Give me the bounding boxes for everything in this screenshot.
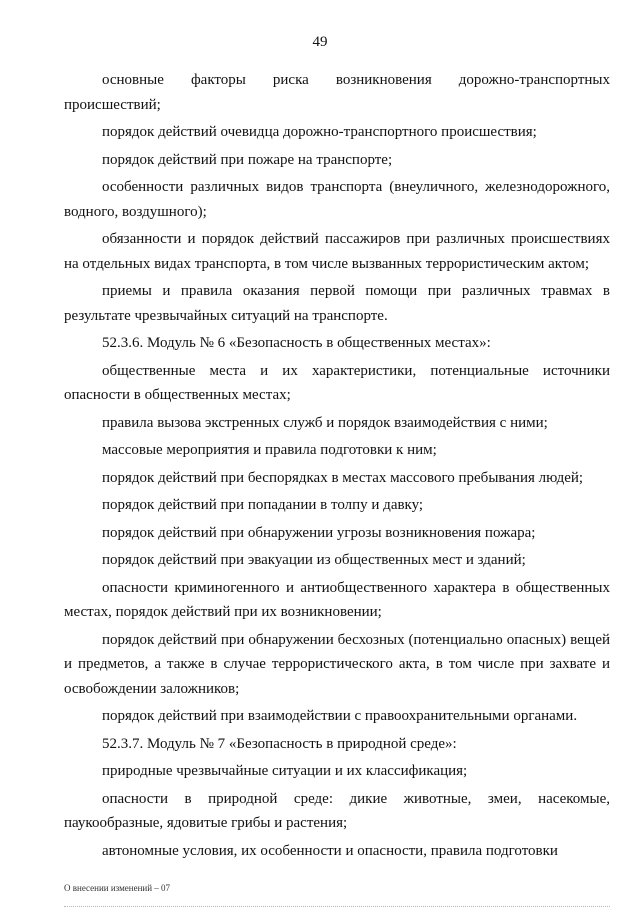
paragraph: массовые мероприятия и правила подготовки к ним; xyxy=(102,442,437,458)
footer-note: О внесении изменений – 07 xyxy=(64,883,171,893)
paragraph: порядок действий при взаимодействии с правоохранительными органами. xyxy=(102,708,578,724)
page-number: 49 xyxy=(312,34,328,50)
paragraph: особенности различных видов транспорта (внеуличного, железнодорожного, водного, воздушного); xyxy=(64,179,610,220)
document-body xyxy=(64,68,610,863)
paragraph: общественные места и их характеристики, потенциальные источники опасности в общественных местах; xyxy=(64,362,610,403)
paragraph: обязанности и порядок действий пассажиров при различных происшествиях на отдельных видах транспорта, в том числе вызванных террористическим актом; xyxy=(64,231,610,272)
paragraph: опасности криминогенного и антиобщественного характера в общественных местах, порядок действий при их возникновении; xyxy=(64,579,610,620)
paragraph: основные факторы риска возникновения дорожно-транспортных происшествий; xyxy=(64,72,610,113)
paragraph: опасности в природной среде: дикие животные, змеи, насекомые, паукообразные, ядовитые грибы и растения; xyxy=(64,790,610,831)
section-heading: 52.3.6. Модуль № 6 «Безопасность в общественных местах»: xyxy=(102,335,491,351)
paragraph: порядок действий при пожаре на транспорте; xyxy=(102,151,393,168)
paragraph: автономные условия, их особенности и опасности, правила подготовки xyxy=(102,842,558,859)
paragraph: приемы и правила оказания первой помощи при различных травмах в результате чрезвычайных ситуаций на транспорте. xyxy=(64,283,610,324)
paragraph: природные чрезвычайные ситуации и их классификация; xyxy=(102,763,468,779)
paragraph: порядок действий при эвакуации из общественных мест и зданий; xyxy=(102,552,526,568)
paragraph: порядок действий при обнаружении бесхозных (потенциально опасных) вещей и предметов, а также в случае террористического акта, в том числе при захвате и освобождении заложников; xyxy=(64,631,610,697)
paragraph: порядок действий при беспорядках в местах массового пребывания людей; xyxy=(102,469,584,486)
paragraph: порядок действий при обнаружении угрозы возникновения пожара; xyxy=(102,524,536,541)
section-heading: 52.3.7. Модуль № 7 «Безопасность в природной среде»: xyxy=(102,735,457,752)
scan-edge-divider xyxy=(64,906,610,907)
paragraph: правила вызова экстренных служб и порядок взаимодействия с ними; xyxy=(102,414,548,431)
paragraph: порядок действий при попадании в толпу и давку; xyxy=(102,497,424,513)
paragraph: порядок действий очевидца дорожно-транспортного происшествия; xyxy=(102,124,537,140)
